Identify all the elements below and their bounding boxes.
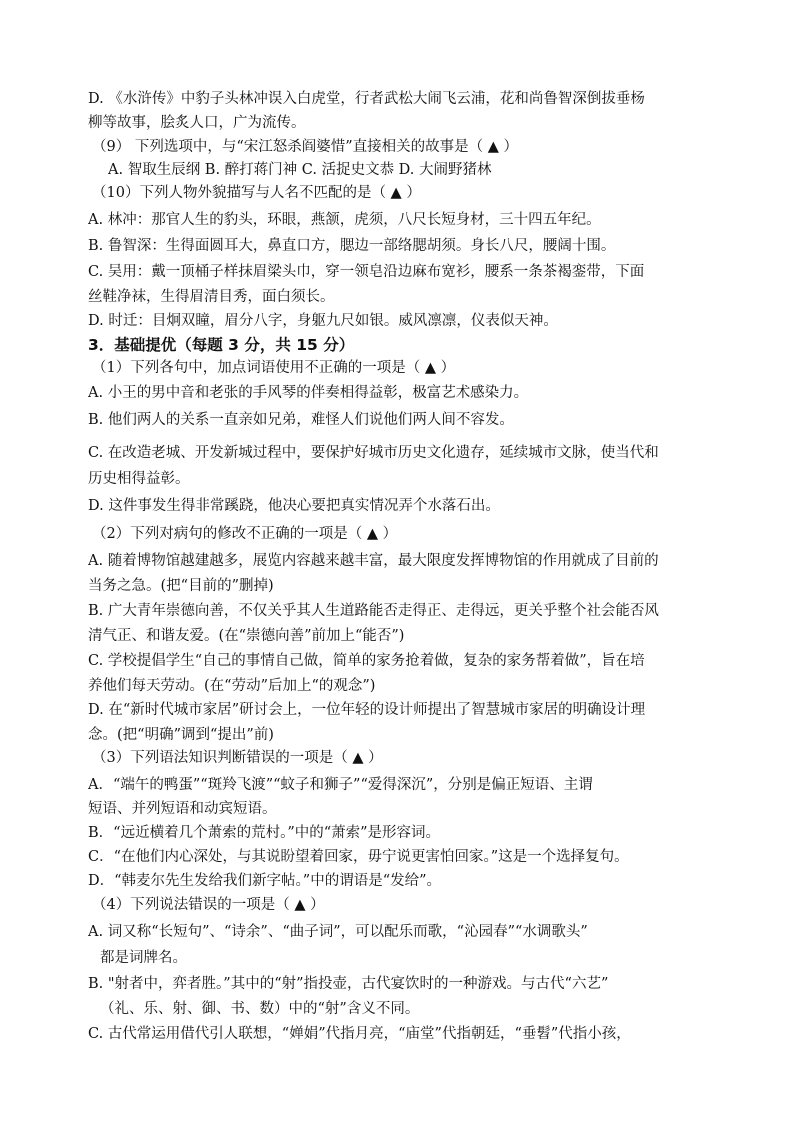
text-line: 丝鞋净袜，生得眉清目秀，面白须长。: [88, 289, 335, 305]
option-b: B. "射者中，弈者胜。”其中的“射”指投壶，古代宴饮时的一种游戏。与古代“六艺”: [88, 976, 609, 992]
text-line: 历史相得益彰。: [88, 471, 190, 487]
option-a: A. 随着博物馆越建越多，展览内容越来越丰富，最大限度发挥博物馆的作用就成了目前的: [88, 553, 659, 569]
option-c: C. 吴用：戴一顶桶子样抹眉梁头巾，穿一领皂沿边麻布宽衫，腰系一条茶褐銮带，下面: [88, 264, 645, 280]
option-c: C. 在改造老城、开发新城过程中，要保护好城市历史文化遗存，延续城市文脉，使当代和: [88, 445, 659, 461]
text-line: 短语、并列短语和动宾短语。: [88, 801, 277, 817]
option-a: A. 小王的男中音和老张的手风琴的伴奏相得益彰，极富艺术感染力。: [88, 385, 529, 401]
option-c: C．“在他们内心深处，与其说盼望着回家，毋宁说更害怕回家。”这是一个选择复句。: [88, 849, 629, 865]
text-line: 当务之急。(把“目前的”删掉): [88, 578, 274, 594]
text-line: （礼、乐、射、御、书、数）中的“射”含义不同。: [100, 1001, 420, 1017]
text-line: D. 《水浒传》中豹子头林冲误入白虎堂，行者武松大闹飞云浦，花和尚鲁智深倒拔垂杨: [88, 91, 645, 107]
question-10: （10）下列人物外貌描写与人名不匹配的是（ ▲ ）: [92, 185, 421, 201]
option-b: B. 广大青年崇德向善，不仅关乎其人生道路能否走得正、走得远，更关乎整个社会能否风: [88, 603, 659, 619]
question-4: （4）下列说法错误的一项是（ ▲ ）: [92, 897, 325, 913]
text-line: 养他们每天劳动。(在“劳动”后加上“的观念”): [88, 678, 376, 694]
option-d: D．“韩麦尔先生发给我们新字帖。”中的谓语是“发给”。: [88, 873, 442, 889]
option-d: D. 时迁：目炯双瞳，眉分八字，身躯九尺如银。威风凛凛，仪表似天神。: [88, 313, 558, 329]
option-c: C. 学校提倡学生“自己的事情自己做，简单的家务抢着做，复杂的家务帮着做”，旨在培: [88, 653, 645, 669]
section-heading: 3．基础提优（每题 3 分，共 15 分）: [88, 336, 355, 354]
question-1: （1）下列各句中，加点词语使用不正确的一项是（ ▲ ）: [92, 360, 456, 376]
option-d: D. 这件事发生得非常蹊跷，他决心要把真实情况弄个水落石出。: [88, 498, 500, 514]
option-b: B. 他们两人的关系一直亲如兄弟，难怪人们说他们两人间不容发。: [88, 412, 514, 428]
question-9-options: A. 智取生辰纲 B. 醉打蒋门神 C. 活捉史文恭 D. 大闹野猪林: [108, 162, 492, 178]
text-line: 柳等故事，脍炙人口，广为流传。: [88, 115, 306, 131]
question-9: （9） 下列选项中，与“宋江怒杀阎婆惜”直接相关的故事是（ ▲ ）: [92, 139, 519, 155]
text-line: 念。(把“明确”调到“提出”前): [88, 727, 274, 743]
option-a: A. 词又称“长短句”、“诗余”、“曲子词”，可以配乐而歌，“沁园春”“水调歌头”: [88, 924, 588, 940]
text-line: 清气正、和谐友爱。(在“崇德向善”前加上“能否”): [88, 628, 405, 644]
option-b: B．“远近横着几个萧索的荒村。”中的“萧索”是形容词。: [88, 825, 441, 841]
text-line: 都是词牌名。: [100, 950, 187, 966]
option-a: A. 林冲：那官人生的豹头，环眼，燕颔，虎须，八尺长短身材，三十四五年纪。: [88, 212, 601, 228]
question-3: （3）下列语法知识判断错误的一项是（ ▲ ）: [92, 750, 383, 766]
option-d: D. 在“新时代城市家居”研讨会上，一位年轻的设计师提出了智慧城市家居的明确设计理: [88, 702, 646, 718]
option-c: C. 古代常运用借代引人联想，“婵娟”代指月亮，“庙堂”代指朝廷，“垂髫”代指小孩，: [88, 1026, 631, 1042]
question-2: （2）下列对病句的修改不正确的一项是（ ▲ ）: [92, 526, 398, 542]
option-b: B. 鲁智深：生得面圆耳大，鼻直口方，腮边一部络腮胡须。身长八尺，腰阔十围。: [88, 238, 616, 254]
option-a: A．“端午的鸭蛋”“斑羚飞渡”“蚊子和狮子”“爱得深沉”，分别是偏正短语、主谓: [88, 777, 593, 793]
